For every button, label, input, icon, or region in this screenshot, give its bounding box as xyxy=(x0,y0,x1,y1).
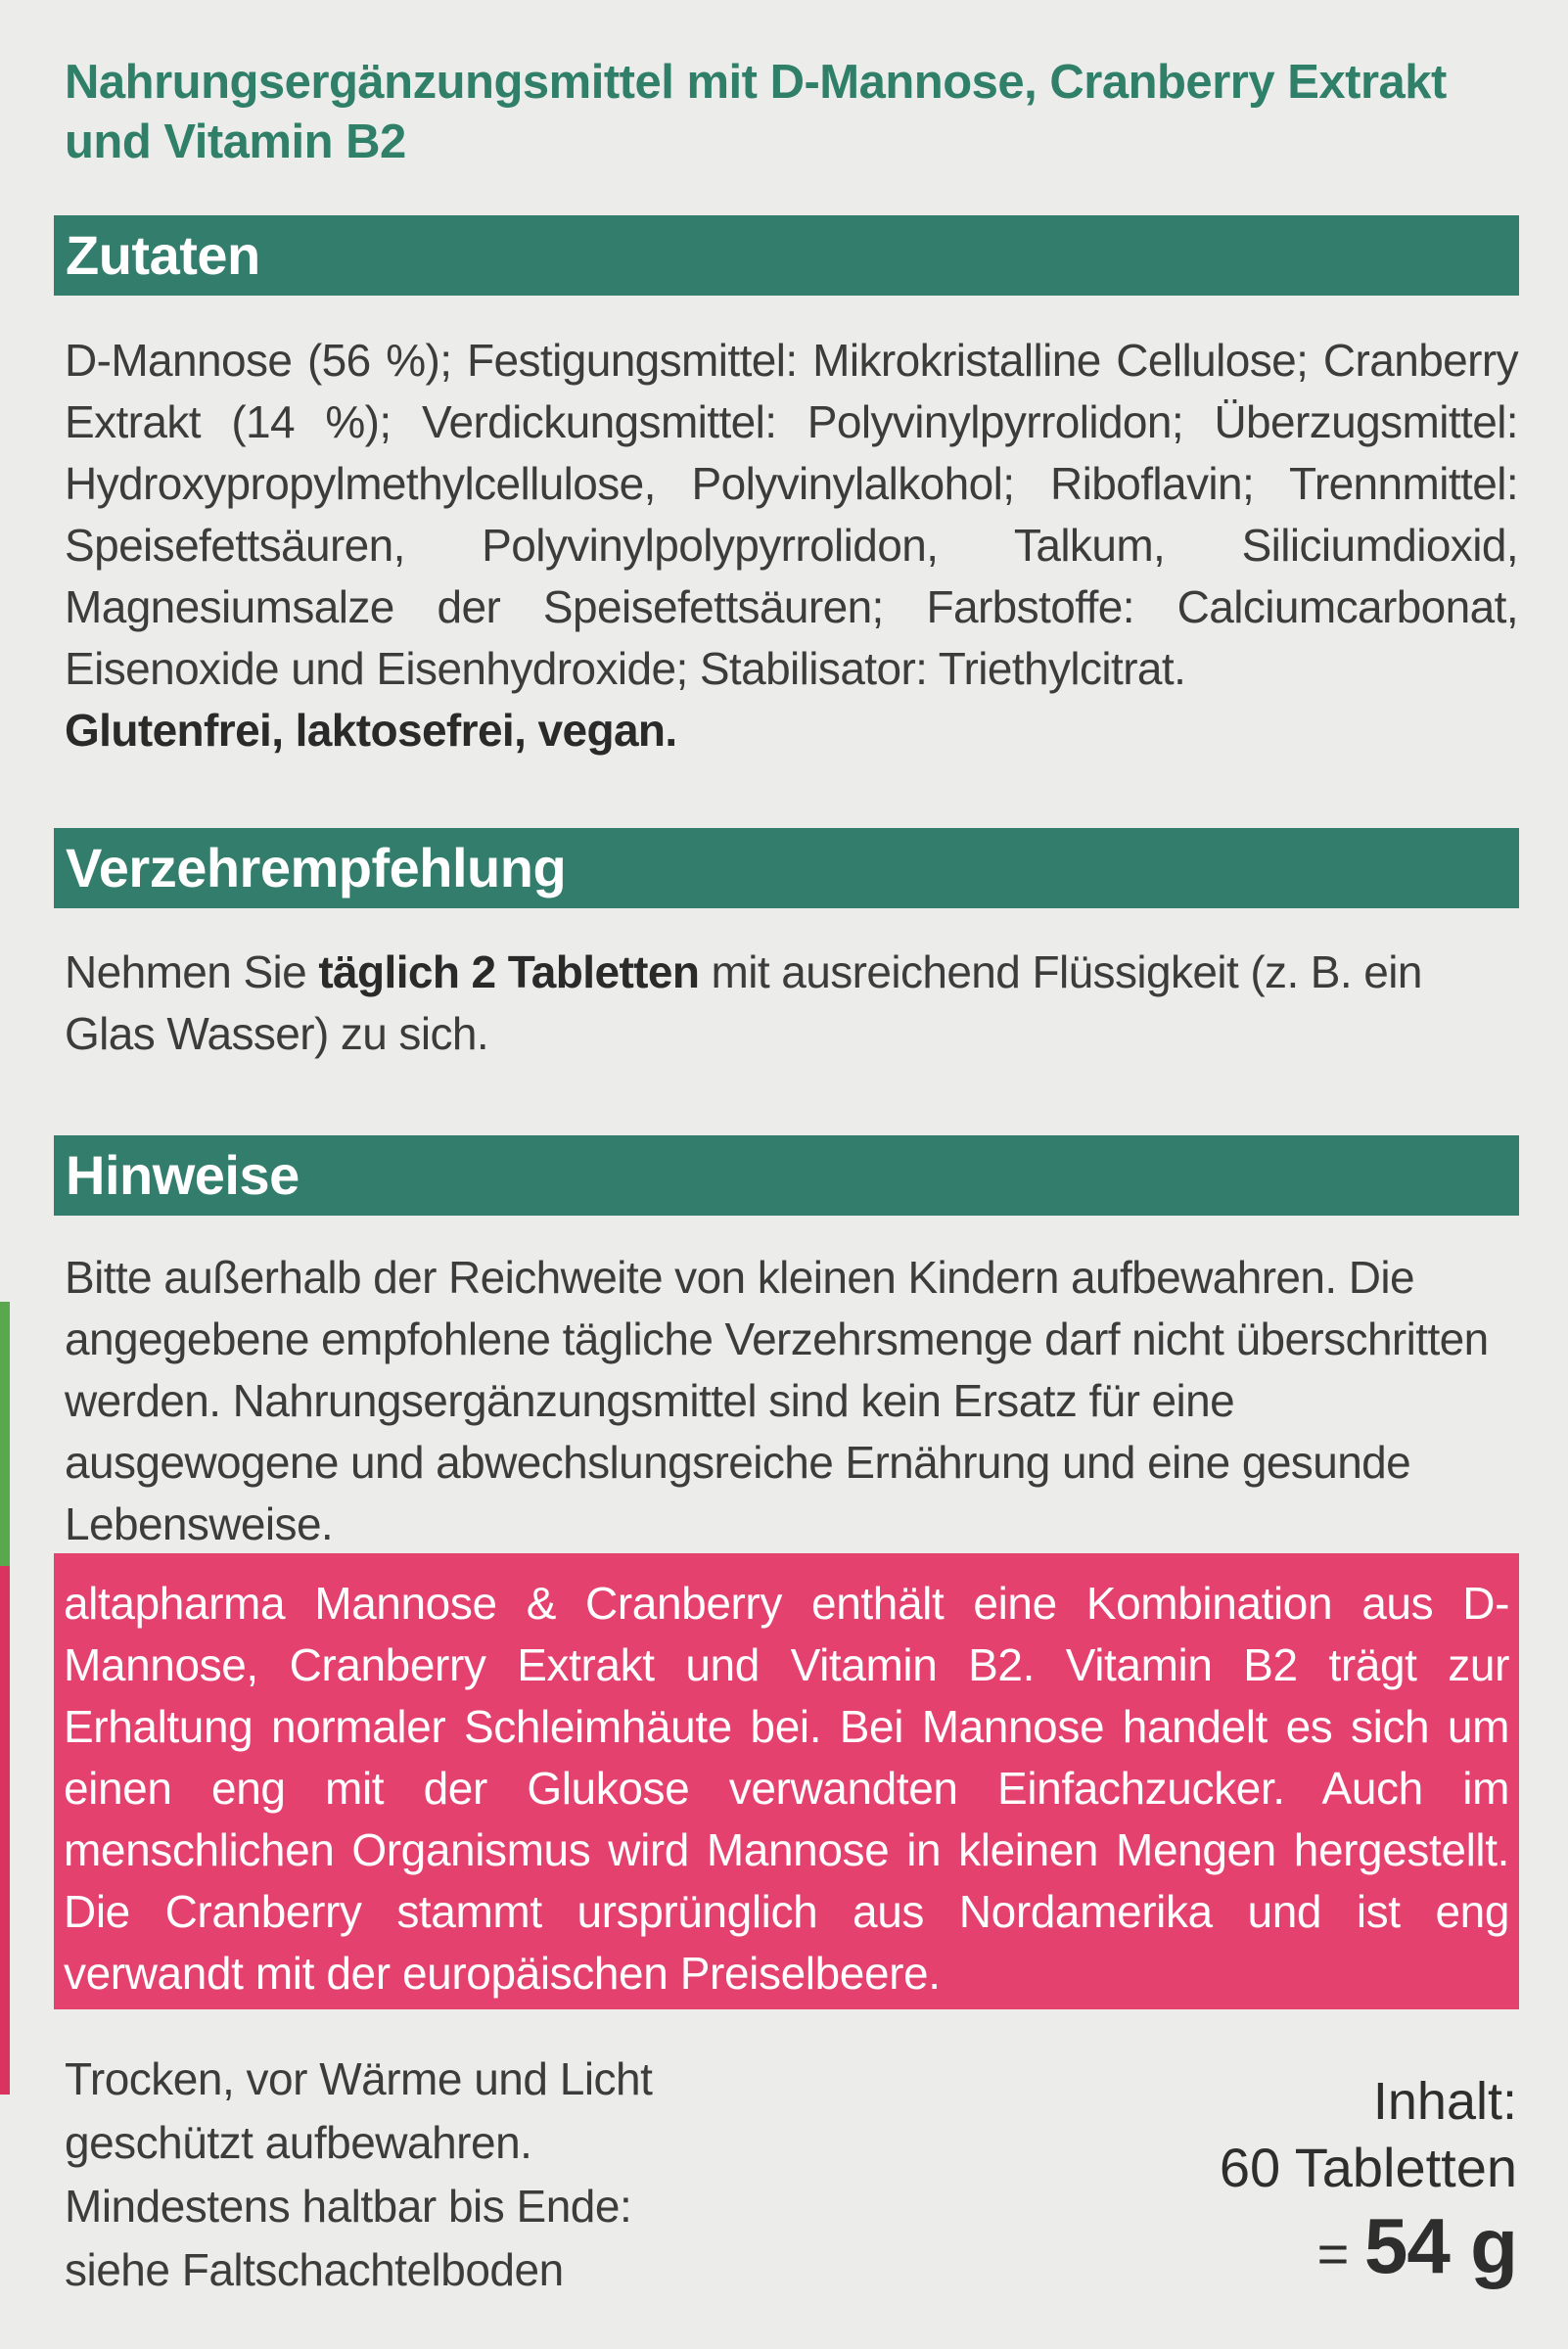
storage-line-2: geschützt aufbewahren. xyxy=(65,2117,532,2168)
section-heading-notes: Hinweise xyxy=(54,1135,1519,1216)
storage-instructions xyxy=(65,2048,750,2302)
contents-label: Inhalt: xyxy=(1372,2072,1517,2131)
dosage-text xyxy=(65,942,1518,1065)
best-before-label: Mindestens haltbar bis Ende: xyxy=(65,2181,632,2232)
dosage-text-after: mit ausreichend Flüssigkeit (z. B. ein Glas Wasser) zu sich. xyxy=(65,946,1422,1059)
product-info-box xyxy=(54,1553,1519,2009)
section-heading-dosage: Verzehrempfehlung xyxy=(54,828,1519,908)
net-weight-line xyxy=(1047,2202,1517,2298)
dietary-highlight: Glutenfrei, laktosefrei, vegan. xyxy=(65,705,677,756)
product-title: Nahrungsergänzungsmittel mit D-Mannose, Cranberry Extrakt und Vitamin B2 xyxy=(65,56,1447,168)
best-before-location: siehe Faltschachtelboden xyxy=(65,2244,564,2295)
equals-sign: = xyxy=(1316,2223,1364,2284)
storage-line-1: Trocken, vor Wärme und Licht xyxy=(65,2053,653,2104)
dosage-text-before: Nehmen Sie xyxy=(65,946,319,997)
left-edge-pink-strip xyxy=(0,1566,10,2095)
dosage-amount: täglich 2 Tabletten xyxy=(318,946,700,997)
notes-text: Bitte außerhalb der Reichweite von kleinen Kindern aufbewahren. Die angegebene empfohlene tägliche Verzehrsmenge darf nicht überschritten werden. Nahrungsergänzungsmittel sind kein Ersatz für eine ausgewogene und abwechslungsreiche Ernährung und eine gesunde Lebensweise. xyxy=(65,1252,1489,1549)
contents-info xyxy=(1047,2069,1517,2298)
ingredients-text xyxy=(65,330,1518,761)
tablet-count: 60 Tabletten xyxy=(1219,2137,1517,2198)
left-edge-green-strip xyxy=(0,1302,10,1566)
product-info-text: altapharma Mannose & Cranberry enthält eine Kombination aus D-Mannose, Cranberry Extrakt und Vitamin B2. Vitamin B2 trägt zur Erhaltung normaler Schleimhäute bei. Bei Mannose handelt es sich um einen eng mit der Glukose verwandten Einfachzucker. Auch im menschlichen Organismus wird Mannose in kleinen Mengen hergestellt. Die Cranberry stammt ursprünglich aus Nordamerika und ist eng verwandt mit der europäischen Preiselbeere. xyxy=(64,1578,1509,1999)
section-heading-ingredients: Zutaten xyxy=(54,215,1519,296)
ingredients-list: D-Mannose (56 %); Festigungsmittel: Mikrokristalline Cellulose; Cranberry Extrakt (14 %); Verdickungsmittel: Polyvinylpyrrolidon; Überzugsmittel: Hydroxypropylmethylcellulose, Polyvinylalkohol; Riboflavin; Trennmittel: Speisefettsäuren, Polyvinylpolypyrrolidon, Talkum, Siliciumdioxid, Magnesiumsalze der Speisefettsäuren; Farbstoffe: Calciumcarbonat, Eisenoxide und Eisenhydroxide; Stabilisator: Triethylcitrat. xyxy=(65,335,1518,694)
net-weight: 54 g xyxy=(1363,2202,1517,2289)
